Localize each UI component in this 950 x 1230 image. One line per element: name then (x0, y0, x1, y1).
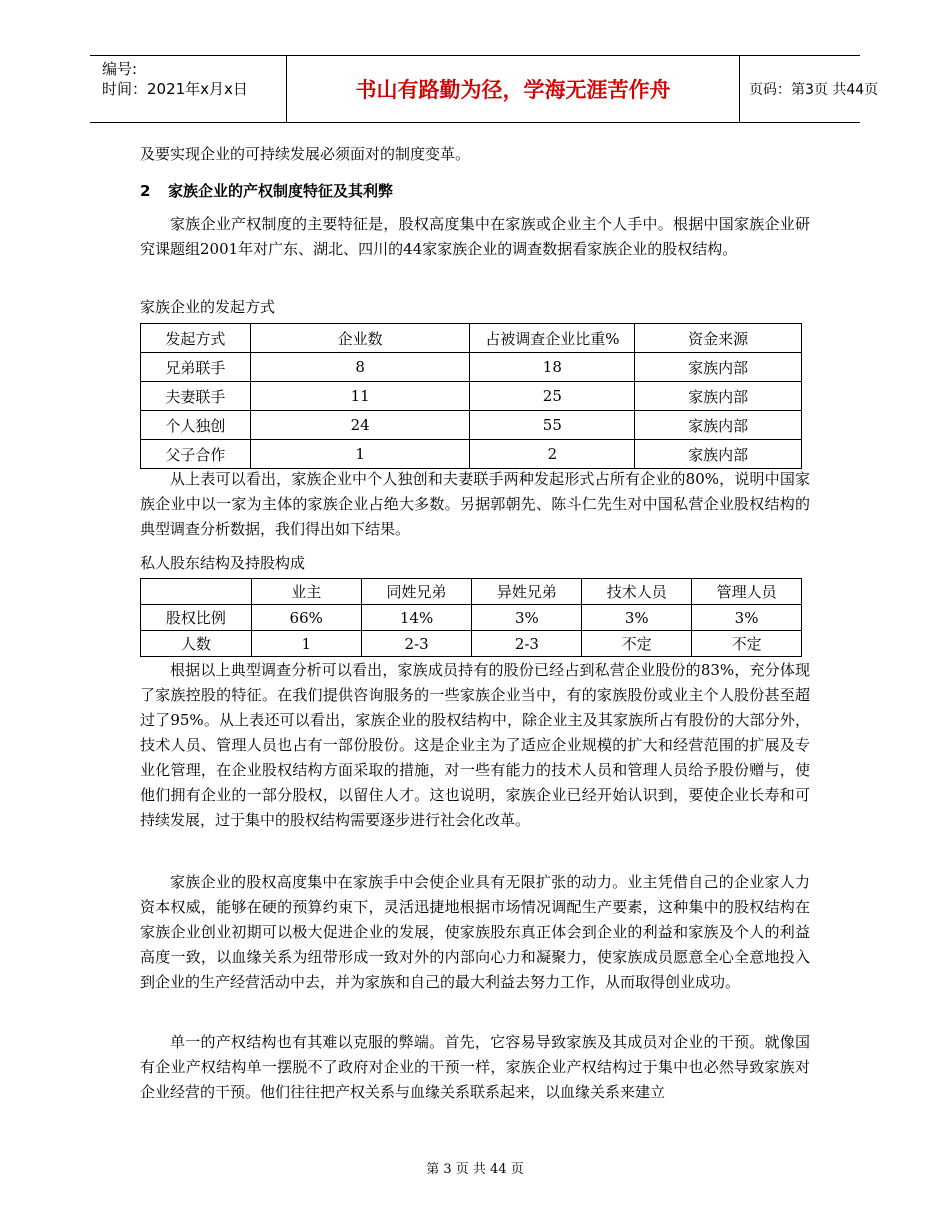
table-cell: 家族内部 (635, 353, 802, 382)
table-cell: 家族内部 (635, 440, 802, 469)
table-cell: 2-3 (472, 631, 582, 657)
table-cell: 1 (251, 631, 361, 657)
table-row (141, 631, 802, 657)
page-header (90, 55, 879, 123)
table-row (141, 353, 802, 382)
table-cell: 家族内部 (635, 382, 802, 411)
page-footer: 第 3 页 共 44 页 (426, 1162, 524, 1177)
table-cell: 2-3 (361, 631, 472, 657)
table-cell: 3% (472, 605, 582, 631)
doc-number-label: 编号: (102, 60, 138, 78)
header-meta (90, 56, 286, 122)
table-cell: 3% (692, 605, 802, 631)
table-cell: 家族内部 (635, 411, 802, 440)
table-cell: 25 (470, 382, 635, 411)
table-cell: 父子合作 (141, 440, 251, 469)
table-header-cell: 发起方式 (141, 324, 251, 353)
table-header-cell: 占被调查企业比重% (470, 324, 635, 353)
table-cell: 1 (250, 440, 470, 469)
table-header-cell (141, 579, 252, 605)
paragraph-4: 家族企业的股权高度集中在家族手中会使企业具有无限扩张的动力。业主凭借自己的企业家人力资本权威，能够在硬的预算约束下，灵活迅捷地根据市场情况调配生产要素，这种集中的股权结构在家族企业创业初期可以极大促进企业的发展，使家族股东真正体会到企业的利益和家族及个人的利益高度一致，以血缘关系为纽带形成一致对外的内部向心力和凝聚力，使家族成员愿意全心全意地投入到企业的生产经营活动中去，并为家族和自己的最大利益去努力工作，从而取得创业成功。 (140, 873, 810, 991)
table-header-cell: 业主 (251, 579, 361, 605)
date-label: 时间：2021年x月x日 (102, 80, 248, 98)
table2-caption: 私人股东结构及持股构成 (140, 554, 306, 572)
section-heading (140, 180, 393, 201)
paragraph-2: 从上表可以看出，家族企业中个人独创和夫妻联手两种发起形式占所有企业的80%，说明中国家族企业中以一家为主体的家族企业占绝大多数。另据郭朝先、陈斗仁先生对中国私营企业股权结构的典型调查分析数据，我们得出如下结果。 (140, 470, 810, 538)
header-motto-cell (286, 56, 740, 122)
section-number: 2 (140, 182, 151, 200)
table-header-cell: 管理人员 (692, 579, 802, 605)
table-cell: 不定 (582, 631, 692, 657)
page-number-label: 页码：第3页 共44页 (749, 82, 879, 98)
table-row (141, 382, 802, 411)
table-header-row (141, 579, 802, 605)
table-header-cell: 技术人员 (582, 579, 692, 605)
table-cell: 人数 (141, 631, 252, 657)
table-header-cell: 资金来源 (635, 324, 802, 353)
table-row (141, 411, 802, 440)
table-header-row (141, 324, 802, 353)
section-title: 家族企业的产权制度特征及其利弊 (168, 182, 394, 200)
table-cell: 66% (251, 605, 361, 631)
table-cell: 2 (470, 440, 635, 469)
table-cell: 11 (250, 382, 470, 411)
table-cell: 夫妻联手 (141, 382, 251, 411)
table-cell: 不定 (692, 631, 802, 657)
table-header-cell: 企业数 (250, 324, 470, 353)
table-cell: 8 (250, 353, 470, 382)
table-cell: 3% (582, 605, 692, 631)
table-row (141, 605, 802, 631)
motto-text: 书山有路勤为径，学海无涯苦作舟 (355, 78, 671, 102)
table-header-cell: 异姓兄弟 (472, 579, 582, 605)
founding-method-table (140, 323, 802, 469)
table-cell: 个人独创 (141, 411, 251, 440)
table-row (141, 440, 802, 469)
table1-caption: 家族企业的发起方式 (140, 298, 276, 316)
table-cell: 18 (470, 353, 635, 382)
shareholder-structure-table (140, 578, 802, 657)
paragraph-intro: 及要实现企业的可持续发展必须面对的制度变革。 (140, 145, 471, 163)
table-cell: 兄弟联手 (141, 353, 251, 382)
table-cell: 24 (250, 411, 470, 440)
table-cell: 股权比例 (141, 605, 252, 631)
table-cell: 55 (470, 411, 635, 440)
paragraph-5: 单一的产权结构也有其难以克服的弊端。首先，它容易导致家族及其成员对企业的干预。就像国有企业产权结构单一摆脱不了政府对企业的干预一样，家族企业产权结构过于集中也必然导致家族对企业经营的干预。他们往往把产权关系与血缘关系联系起来，以血缘关系来建立 (140, 1033, 810, 1101)
table-cell: 14% (361, 605, 472, 631)
header-page-cell (739, 56, 879, 122)
table-header-cell: 同姓兄弟 (361, 579, 472, 605)
paragraph-1: 家族企业产权制度的主要特征是，股权高度集中在家族或企业主个人手中。根据中国家族企业研究课题组2001年对广东、湖北、四川的44家家族企业的调查数据看家族企业的股权结构。 (140, 215, 810, 258)
paragraph-3: 根据以上典型调查分析可以看出，家族成员持有的股份已经占到私营企业股份的83%，充分体现了家族控股的特征。在我们提供咨询服务的一些家族企业当中，有的家族股份或业主个人股份甚至超过了95%。从上表还可以看出，家族企业的股权结构中，除企业主及其家族所占有股份的大部分外，技术人员、管理人员也占有一部份股份。这是企业主为了适应企业规模的扩大和经营范围的扩展及专业化管理，在企业股权结构方面采取的措施，对一些有能力的技术人员和管理人员给予股份赠与，使他们拥有企业的一部分股权，以留住人才。这也说明，家族企业已经开始认识到，要使企业长寿和可持续发展，过于集中的股权结构需要逐步进行社会化改革。 (140, 661, 810, 829)
